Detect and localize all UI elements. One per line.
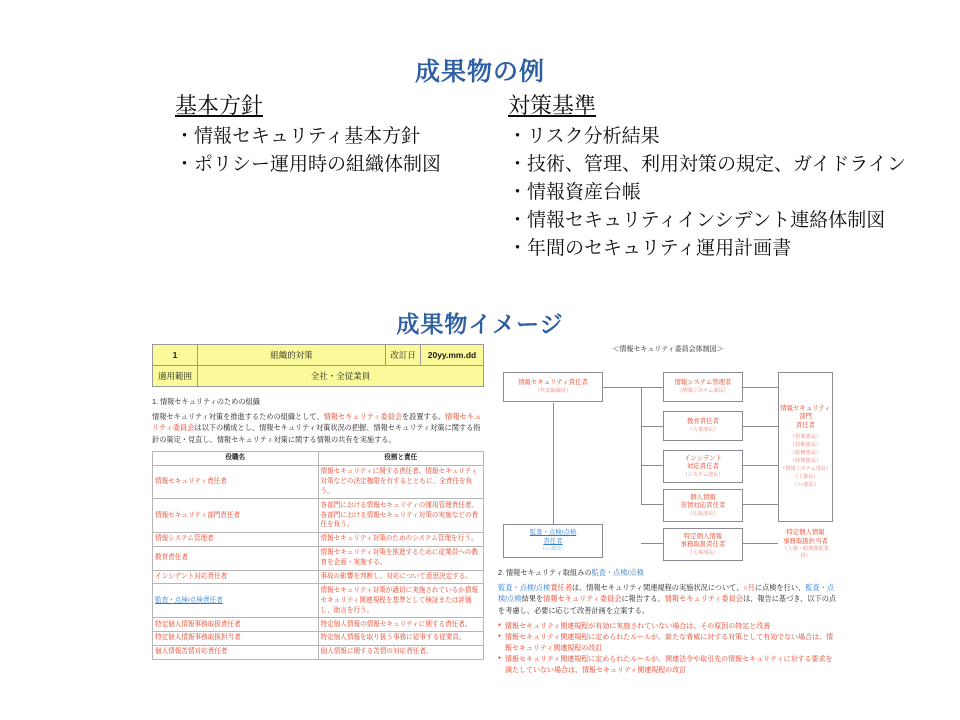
department-item: （技術部長）	[789, 441, 822, 448]
role-name: インシデント対応責任者	[153, 570, 319, 584]
role-description: 情報セキュリティ対策が適切に実施されているか情報セキュリティ関連規程を基準として検証または評価し、助言を行う。	[318, 584, 484, 618]
basic-policy-list	[175, 123, 495, 179]
node-label: 個人情報 苦情対応責任者	[680, 493, 726, 510]
section-title: 成果物イメージ	[396, 311, 564, 337]
column-heading: 対策基準	[508, 93, 597, 118]
list-item: ・情報セキュリティ基本方針	[175, 125, 421, 147]
text-run: 情報セキュリティ委員会	[543, 594, 622, 604]
connector-line	[641, 543, 663, 544]
department-list	[780, 433, 831, 489]
table-row	[153, 618, 484, 632]
table-row	[153, 532, 484, 546]
role-description: 特定個人情報を取り扱う事務に従事する従業員。	[318, 631, 484, 645]
page-title: 成果物の例	[414, 58, 545, 86]
list-item: ・情報資産台帳	[508, 181, 642, 203]
text-run: 結果を	[521, 594, 544, 604]
text-run: 情報セキュリティ委員会	[664, 594, 743, 604]
role-description: 各部門における情報セキュリティの運用管理責任者。各部門における情報セキュリティ対策の実施などの責任を負う。	[318, 499, 484, 533]
department-item: （工事長）	[792, 474, 819, 481]
node-department-chief	[778, 372, 833, 522]
table-row	[153, 345, 484, 366]
table-row	[153, 631, 484, 645]
role-name: 情報セキュリティ責任者	[153, 465, 319, 499]
connector-line	[743, 387, 778, 388]
text-run: は、情報セキュリティ関連規程の実施状況について、	[571, 582, 744, 592]
department-item: （情報システム部長）	[780, 465, 832, 472]
node-mynumber-staff	[778, 528, 833, 561]
text-run: に報告する。	[621, 594, 665, 604]
text-run: 監査・点検/点検	[498, 582, 551, 592]
scope-value: 全社・全従業員	[198, 366, 484, 387]
table-row	[153, 546, 484, 570]
section2-paragraph	[498, 567, 838, 617]
department-item: （営業部長）	[789, 433, 822, 440]
table-header-row	[153, 451, 484, 465]
text-run: 情報セキュリティ対策を推進するための組織として、	[152, 411, 324, 421]
section2-body	[498, 583, 836, 615]
table-row	[153, 366, 484, 387]
connector-line	[743, 504, 778, 505]
node-sublabel: （人事部長）	[687, 549, 719, 556]
countermeasure-list	[508, 123, 938, 264]
connector-line	[641, 426, 663, 427]
policy-document	[152, 344, 484, 660]
text-run: を設置する。	[401, 411, 446, 421]
text-run: 責任者	[550, 582, 572, 592]
node-sublabel: （○○課長）	[539, 546, 567, 553]
node-label: 教育責任者	[687, 418, 719, 426]
revision-value: 20yy.mm.dd	[421, 345, 484, 366]
deliverables-columns	[0, 92, 960, 262]
text-run: ○月	[743, 582, 755, 592]
role-description: 情報セキュリティに関する責任者。情報セキュリティ対策などの決定権限を有するとともに、全責任を負う。	[318, 465, 484, 499]
node-label: 情報システム管理者	[674, 379, 732, 387]
deliverable-image-area	[0, 340, 960, 715]
org-chart	[498, 358, 838, 558]
connector-line	[603, 387, 641, 388]
node-sublabel: （広報部長）	[687, 510, 719, 517]
connector-line	[743, 465, 778, 466]
text-run: は以下の構成とし、情報セキュリティ対策状況の把握、情報セキュリティ対策に関する指針の策定・見直し、情報セキュリティ対策に関する情報の共有を実施する。	[152, 423, 481, 444]
column-basic-policy	[175, 92, 495, 179]
role-name: 特定個人情報事務取扱責任者	[153, 618, 319, 632]
node-sublabel: （人事部長）	[687, 426, 719, 433]
text-run: は、報告に基づき、以下の点を考慮し、必要に応じて改善計画を立案する。	[498, 594, 837, 615]
org-chart-document	[498, 344, 838, 677]
list-item: ● 情報セキュリティ関連規程に定められたルールが、新たな脅威に対する対策として有効でない場合は、情報セキュリティ関連規程の改訂	[498, 632, 838, 654]
document-header-table	[152, 344, 484, 387]
org-chart-title: ＜情報セキュリティ委員会体制図＞	[612, 346, 724, 353]
text-run: 監査・点検/点検	[591, 568, 644, 577]
node-education	[663, 411, 743, 441]
role-name: 情報セキュリティ部門責任者	[153, 499, 319, 533]
department-item: （○○部長）	[791, 482, 820, 489]
node-mynumber-chief	[663, 528, 743, 561]
node-label: 特定個人情報 事務取扱担当者	[783, 529, 828, 545]
connector-line	[641, 504, 663, 505]
scope-label: 適用範囲	[153, 366, 198, 387]
role-name: 監査・点検/点検責任者	[153, 584, 319, 618]
list-item: ・技術、管理、利用対策の規定、ガイドライン	[508, 153, 906, 175]
role-name: 教育責任者	[153, 546, 319, 570]
list-item: ・リスク分析結果	[508, 125, 660, 147]
text-run: 情報セキュリティ委員会	[323, 411, 402, 421]
list-item: ・年間のセキュリティ運用計画書	[508, 237, 792, 259]
table-row	[153, 645, 484, 659]
node-audit	[503, 524, 603, 558]
column-heading: 基本方針	[175, 93, 264, 118]
roles-table-body	[153, 465, 484, 659]
department-item: （経理部長）	[789, 457, 822, 464]
node-label: インシデント 対応責任者	[683, 454, 723, 471]
role-description: 特定個人情報の情報セキュリティに関する責任者。	[318, 618, 484, 632]
node-label: 監査・点検/点検 責任者	[529, 529, 577, 545]
list-item: ・ポリシー運用時の組織体制図	[175, 153, 442, 175]
node-system-admin	[663, 372, 743, 402]
node-sublabel: （情報システム部長）	[677, 387, 729, 394]
text-run: 情報セキュリティ委員会	[152, 411, 482, 433]
role-description: 情報セキュリティ対策を推進するために従業員への教育を企画・実施する。	[318, 546, 484, 570]
node-label: 情報セキュリティ部門 責任者	[780, 404, 831, 430]
role-name: 特定個人情報事務取扱担当者	[153, 631, 319, 645]
role-description: 個人情報に関する苦情の対応責任者。	[318, 645, 484, 659]
node-incident	[663, 450, 743, 483]
document-number: 1	[153, 345, 198, 366]
table-row	[153, 584, 484, 618]
text-run: に点検を行い、	[754, 582, 806, 592]
section1-body	[152, 412, 481, 444]
connector-line	[743, 426, 778, 427]
connector-line	[553, 403, 554, 540]
table-row	[153, 499, 484, 533]
node-sublabel: （代表取締役）	[534, 387, 572, 394]
column-header-responsibility: 役割と責任	[318, 451, 484, 465]
section1-heading: 1. 情報セキュリティのための組織	[152, 397, 260, 406]
list-item: ● 情報セキュリティ関連規程に定められたルールが、関連法令や取引先の情報セキュリティに対する要求を満たしていない場合は、情報セキュリティ関連規程の改訂	[498, 654, 838, 676]
list-item: ・情報セキュリティインシデント連絡体制図	[508, 209, 886, 231]
table-row	[153, 570, 484, 584]
node-sublabel: （人事・経理部従業員）	[782, 546, 829, 560]
roles-table	[152, 451, 484, 660]
revision-label: 改訂日	[386, 345, 421, 366]
table-row	[153, 465, 484, 499]
node-chief	[503, 372, 603, 402]
node-label: 情報セキュリティ責任者	[518, 379, 588, 387]
column-header-role: 役職名	[153, 451, 319, 465]
column-countermeasure-standards	[508, 92, 938, 263]
department-item: （総務部長）	[789, 449, 822, 456]
node-privacy-complaint	[663, 489, 743, 522]
node-sublabel: （システム部長）	[682, 471, 724, 478]
role-name: 情報システム管理者	[153, 532, 319, 546]
role-description: 事故の影響を判断し、対応について意思決定する。	[318, 570, 484, 584]
role-description: 情報セキュリティ対策のためのシステム管理を行う。	[318, 532, 484, 546]
text-run: 監査・点検/点検	[498, 582, 835, 604]
improvement-bullet-list	[498, 621, 838, 677]
section2-heading	[498, 567, 838, 579]
document-title: 組織的対策	[198, 345, 386, 366]
connector-line	[641, 387, 642, 505]
connector-line	[641, 465, 663, 466]
section1-paragraph	[152, 396, 484, 446]
connector-line	[641, 387, 663, 388]
node-label: 特定個人情報 事務取扱責任者	[680, 532, 726, 549]
list-item: ● 情報セキュリティ関連規程が有効に実施されていない場合は、その原因の特定と改善	[498, 621, 838, 632]
role-name: 個人情報苦情対応責任者	[153, 645, 319, 659]
text-run: 2. 情報セキュリティ取組みの	[498, 568, 592, 577]
